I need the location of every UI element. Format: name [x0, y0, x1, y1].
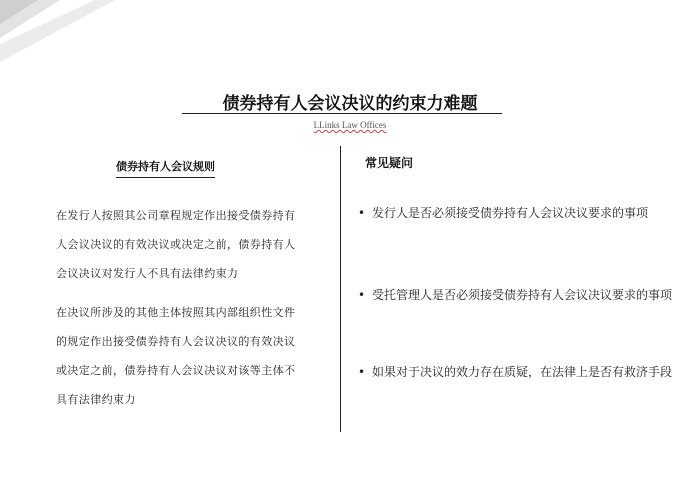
bullet-icon: •: [358, 365, 366, 379]
firm-name: [150, 120, 550, 130]
right-column-heading: 常见疑问: [365, 156, 414, 170]
page-title: 债券持有人会议决议的约束力难题: [222, 94, 478, 114]
corner-decoration: [0, 0, 150, 110]
question-text: 发行人是否必须接受债券持有人会议决议要求的事项: [372, 206, 649, 220]
column-divider: [340, 146, 341, 432]
bullet-icon: •: [358, 206, 366, 220]
question-text: 如果对于决议的效力存在质疑，在法律上是否有救济手段: [372, 365, 673, 379]
question-item-2: [358, 282, 678, 308]
rule-paragraph-1: 在发行人按照其公司章程规定作出接受债券持有人会议决议的有效决议或决定之前，债券持有人会议决议对发行人不具有法律约束力: [56, 209, 296, 280]
firm-name-text: LLinks Law Offices: [313, 120, 387, 130]
bullet-icon: •: [358, 288, 366, 302]
question-item-1: [358, 200, 678, 226]
title-underline: [182, 113, 502, 114]
question-item-3: [358, 359, 678, 385]
left-column-heading: 债券持有人会议规则: [116, 158, 215, 178]
question-text: 受托管理人是否必须接受债券持有人会议决议要求的事项: [372, 288, 673, 302]
rule-paragraph-2: 在决议所涉及的其他主体按照其内部组织性文件的规定作出接受债券持有人会议决议的有效决议或决定之前，债券持有人会议决议对该等主体不具有法律约束力: [56, 306, 296, 406]
